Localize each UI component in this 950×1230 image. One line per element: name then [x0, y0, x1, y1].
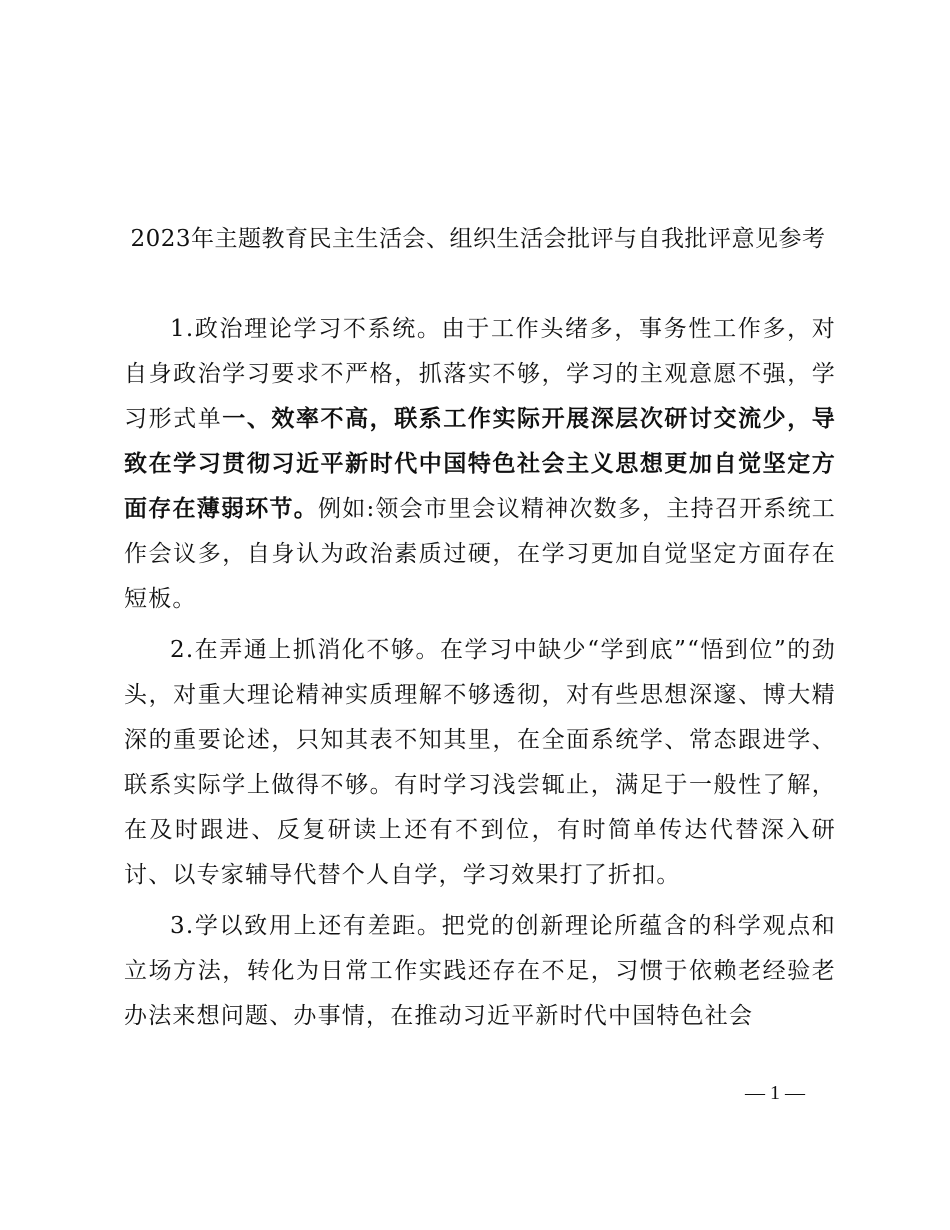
paragraph-1-example-text: 例如:领会市里会议精神次数多，主持召开系统工作会议多，自身认为政治素质过硬，在学习更加自觉坚定方面存在短板。	[124, 496, 836, 612]
document-title: 2023年主题教育民主生活会、组织生活会批评与自我批评意见参考	[130, 226, 826, 252]
paragraph-1-bold-text: 一、效率不高，联系工作实际开展深层次研讨交流少，导致在学习贯彻习近平新时代中国特色社会主义思想更加自觉坚定方面存在薄弱环节。	[124, 406, 836, 522]
paragraph-1	[124, 307, 836, 622]
paragraph-1-text: 1.政治理论学习不系统。由于工作头绪多，事务性工作多，对自身政治学习要求不严格，抓落实不够，学习的主观意愿不强，学习形式单	[124, 316, 836, 432]
paragraph-3: 3.学以致用上还有差距。把党的创新理论所蕴含的科学观点和立场方法，转化为日常工作实践还存在不足，习惯于依赖老经验老办法来想问题、办事情，在推动习近平新时代中国特色社会	[124, 913, 836, 1029]
document-body	[124, 307, 836, 1045]
paragraph-2: 2.在弄通上抓消化不够。在学习中缺少“学到底”“悟到位”的劲头，对重大理论精神实质理解不够透彻，对有些思想深邃、博大精深的重要论述，只知其表不知其里，在全面系统学、常态跟进学、联系实际学上做得不够。有时学习浅尝辄止，满足于一般性了解，在及时跟进、反复研读上还有不到位，有时简单传达代替深入研讨、以专家辅导代替个人自学，学习效果打了折扣。	[124, 637, 836, 888]
page-number: — 1 —	[745, 1082, 805, 1104]
